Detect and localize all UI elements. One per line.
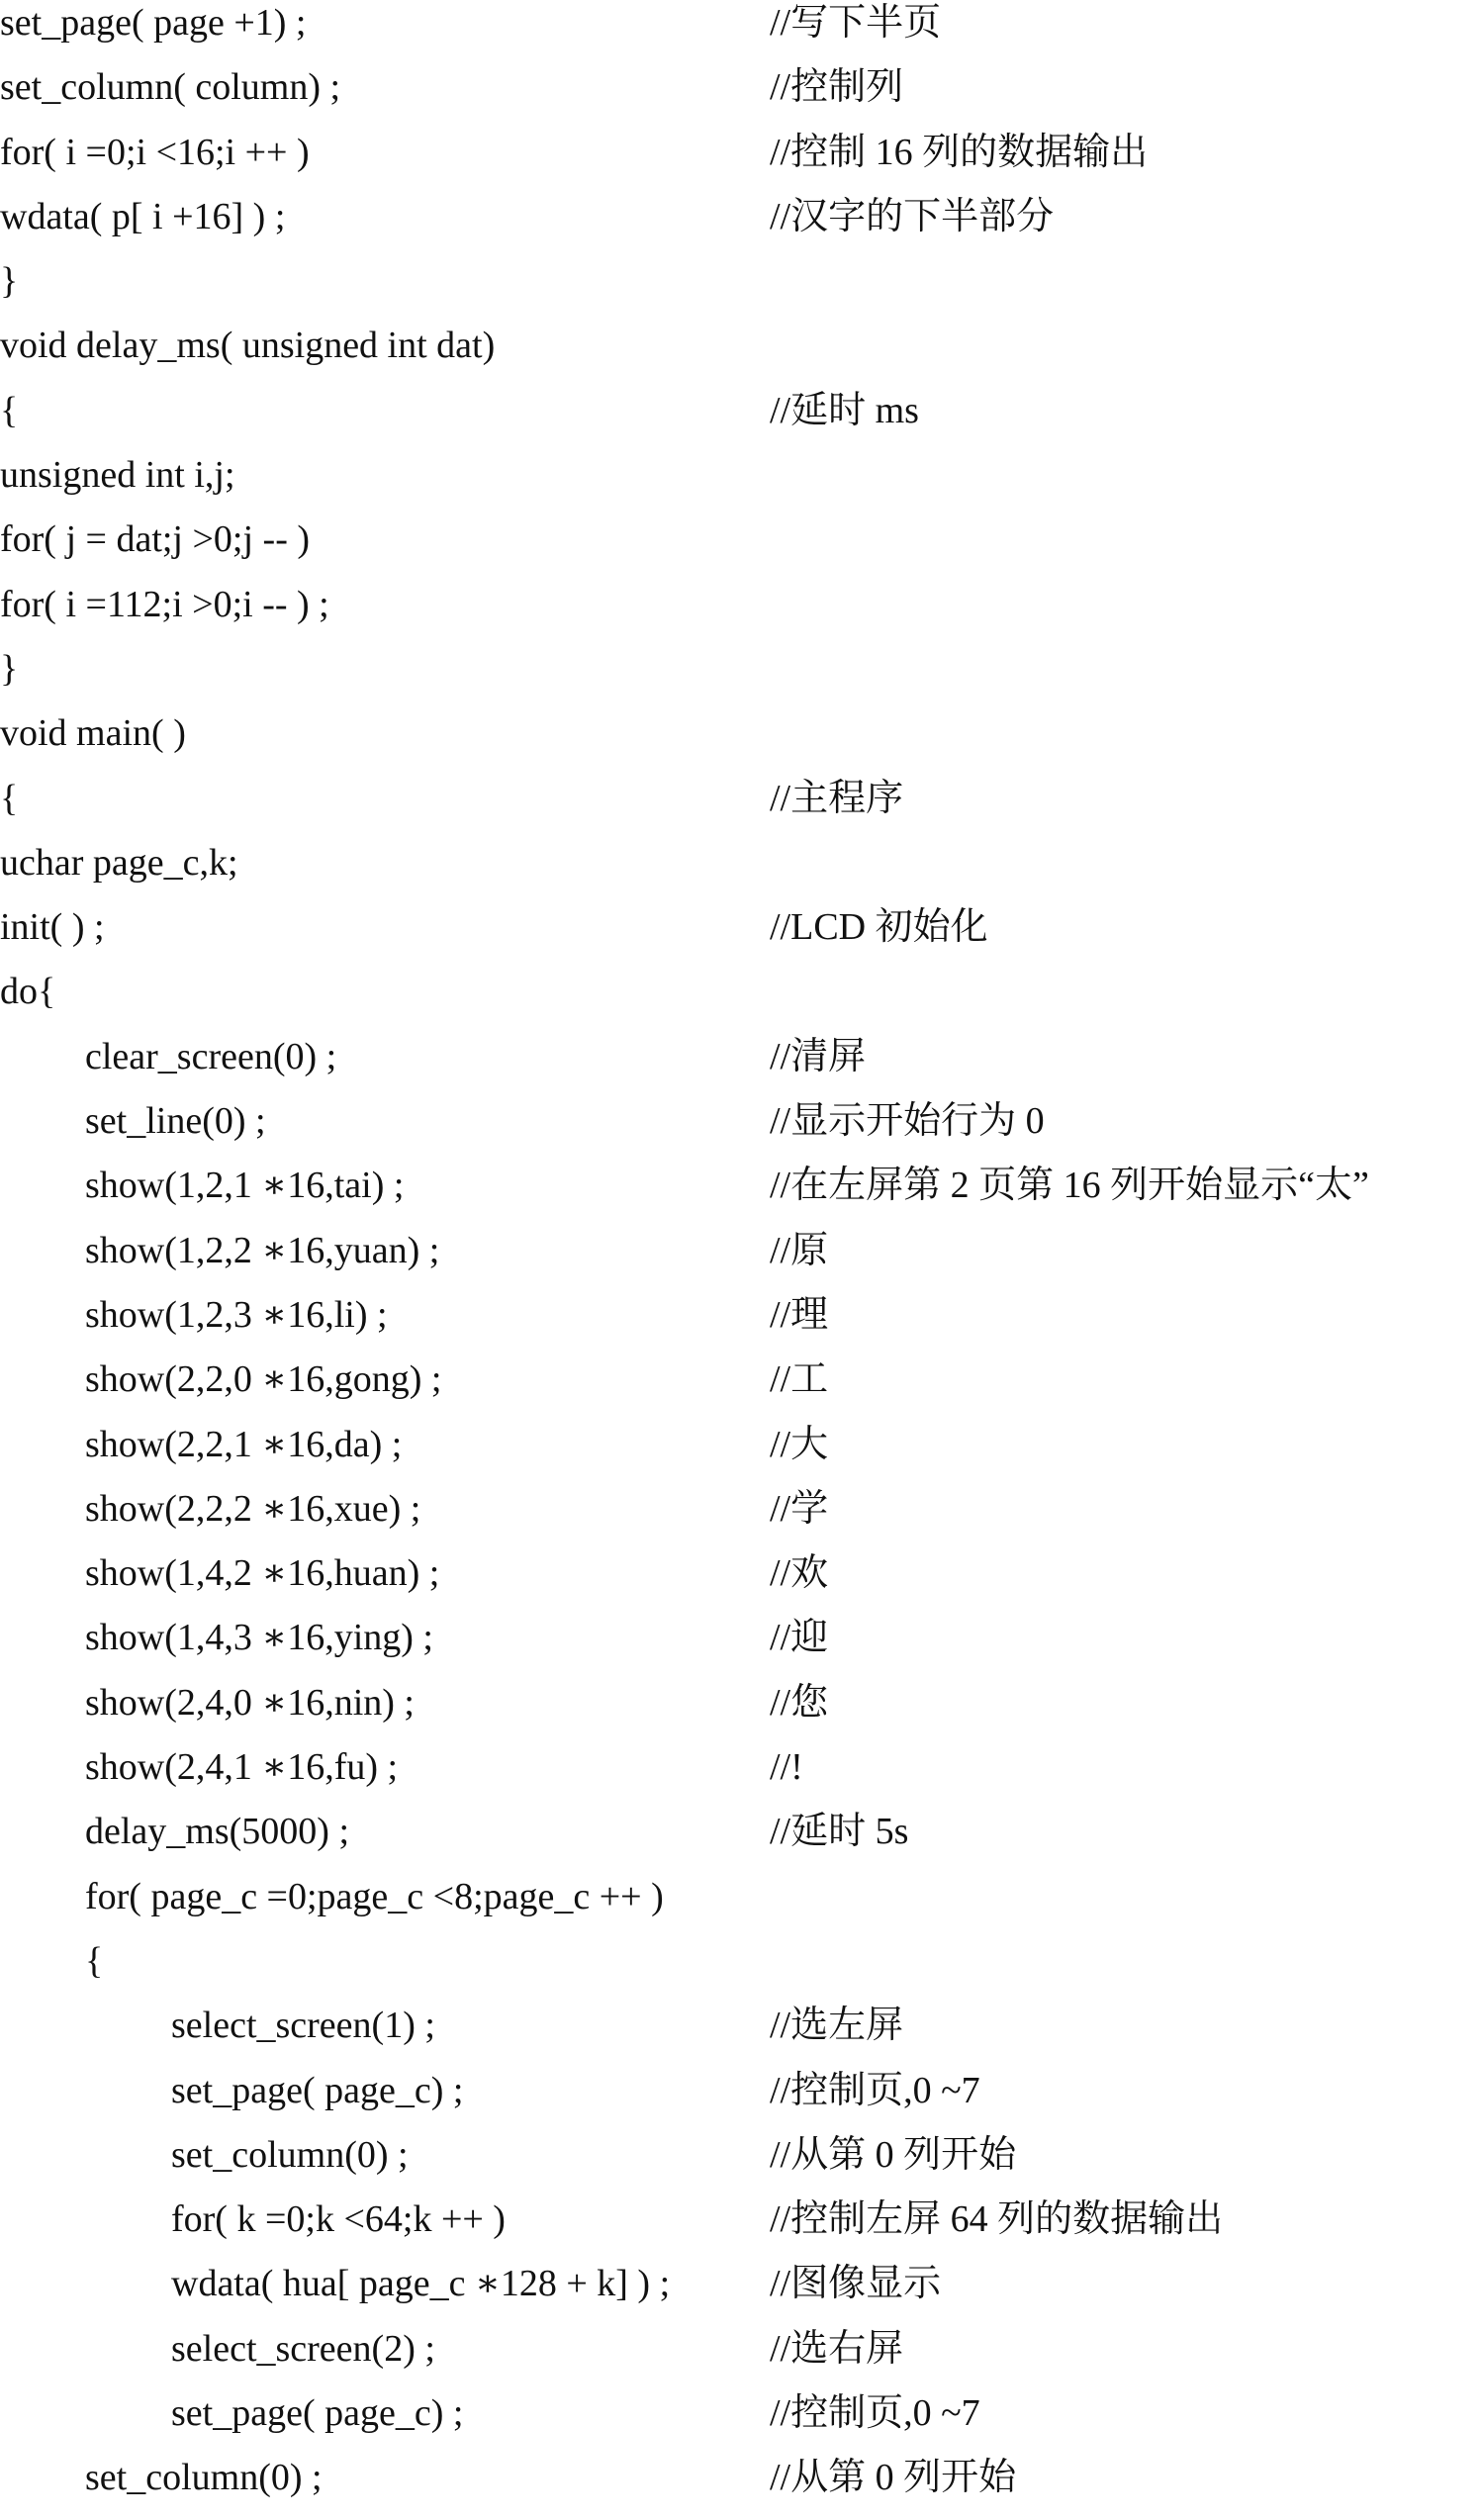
code-line [0, 388, 1481, 452]
code-comment: //延时 5s [770, 1811, 909, 1853]
code-comment: //大 [770, 1423, 829, 1465]
code-comment: //迎 [770, 1617, 829, 1659]
code-comment: //从第 0 列开始 [770, 2133, 1017, 2176]
code-text: show(1,4,3 ∗16,ying) ; [85, 1617, 433, 1659]
code-line [0, 2390, 1481, 2455]
code-line [0, 1098, 1481, 1163]
code-text: { [85, 1939, 104, 1982]
code-comment: //您 [770, 1681, 829, 1724]
code-line [0, 1034, 1481, 1098]
code-text: for( page_c =0;page_c <8;page_c ++ ) [85, 1875, 664, 1917]
code-comment: //控制页,0 ~7 [770, 2069, 980, 2111]
code-text: wdata( p[ i +16] ) ; [0, 195, 286, 237]
code-comment: //控制 16 列的数据输出 [770, 131, 1149, 173]
code-line [0, 1228, 1481, 1292]
code-line [0, 194, 1481, 258]
code-line [0, 2132, 1481, 2196]
code-comment: //工 [770, 1358, 829, 1401]
code-line [0, 1680, 1481, 1744]
code-comment: //显示开始行为 0 [770, 1100, 1045, 1143]
code-line [0, 2261, 1481, 2325]
code-line [0, 776, 1481, 840]
code-line [0, 1550, 1481, 1615]
code-text: } [0, 647, 19, 690]
code-text: { [0, 777, 19, 819]
code-comment: //在左屏第 2 页第 16 列开始显示“太” [770, 1165, 1369, 1207]
code-line [0, 1163, 1481, 1227]
code-text: show(1,2,3 ∗16,li) ; [85, 1293, 388, 1336]
code-text: show(1,2,1 ∗16,tai) ; [85, 1165, 405, 1207]
code-text: { [0, 389, 19, 431]
code-text: show(2,2,0 ∗16,gong) ; [85, 1358, 442, 1401]
code-comment: //控制页,0 ~7 [770, 2391, 980, 2434]
code-text: void main( ) [0, 712, 186, 755]
code-line [0, 323, 1481, 387]
code-comment: //理 [770, 1293, 829, 1336]
code-text: set_column(0) ; [85, 2457, 323, 2499]
code-text: select_screen(1) ; [171, 2005, 435, 2047]
code-comment: //汉字的下半部分 [770, 195, 1055, 237]
code-line [0, 2326, 1481, 2390]
code-line [0, 1809, 1481, 1873]
code-comment: //控制列 [770, 66, 904, 109]
code-comment: //清屏 [770, 1035, 867, 1077]
code-text: show(2,4,1 ∗16,fu) ; [85, 1746, 399, 1789]
code-line [0, 2068, 1481, 2132]
code-line [0, 452, 1481, 516]
code-text: set_column( column) ; [0, 66, 341, 109]
code-line [0, 1422, 1481, 1486]
code-text: show(1,4,2 ∗16,huan) ; [85, 1552, 440, 1595]
code-line [0, 1356, 1481, 1421]
code-line [0, 516, 1481, 581]
code-line [0, 904, 1481, 969]
code-comment: //LCD 初始化 [770, 906, 988, 949]
code-text: clear_screen(0) ; [85, 1035, 337, 1077]
code-comment: //欢 [770, 1552, 829, 1595]
code-text: } [0, 260, 19, 303]
code-comment: //从第 0 列开始 [770, 2457, 1017, 2499]
code-line [0, 2196, 1481, 2261]
code-line [0, 710, 1481, 775]
code-line [0, 582, 1481, 646]
code-text: show(1,2,2 ∗16,yuan) ; [85, 1229, 440, 1271]
code-text: set_page( page_c) ; [171, 2391, 464, 2434]
code-line [0, 1486, 1481, 1550]
code-line [0, 2455, 1481, 2519]
code-line [0, 1938, 1481, 2003]
code-text: set_page( page_c) ; [171, 2069, 464, 2111]
code-comment: //控制左屏 64 列的数据输出 [770, 2198, 1224, 2241]
code-text: set_line(0) ; [85, 1100, 266, 1143]
code-text: select_screen(2) ; [171, 2327, 435, 2370]
code-line [0, 64, 1481, 129]
code-text: delay_ms(5000) ; [85, 1811, 350, 1853]
code-line [0, 646, 1481, 710]
code-text: wdata( hua[ page_c ∗128 + k] ) ; [171, 2263, 671, 2305]
code-text: show(2,4,0 ∗16,nin) ; [85, 1681, 415, 1724]
code-line [0, 1615, 1481, 1679]
code-text: unsigned int i,j; [0, 454, 235, 497]
code-text: set_column(0) ; [171, 2133, 409, 2176]
code-line [0, 130, 1481, 194]
code-line [0, 258, 1481, 323]
code-comment: //原 [770, 1229, 829, 1271]
code-text: init( ) ; [0, 906, 105, 949]
code-comment: //选右屏 [770, 2327, 904, 2370]
code-text: for( i =0;i <16;i ++ ) [0, 131, 310, 173]
code-text: for( j = dat;j >0;j -- ) [0, 518, 310, 561]
code-line [0, 1874, 1481, 1938]
code-line [0, 1292, 1481, 1356]
code-line [0, 1744, 1481, 1809]
code-comment: //! [770, 1746, 803, 1789]
code-comment: //图像显示 [770, 2263, 942, 2305]
code-comment: //主程序 [770, 777, 904, 819]
code-text: for( i =112;i >0;i -- ) ; [0, 583, 329, 625]
code-text: set_page( page +1) ; [0, 2, 307, 44]
code-text: uchar page_c,k; [0, 841, 238, 884]
code-line [0, 969, 1481, 1033]
code-comment: //延时 ms [770, 389, 919, 431]
code-text: show(2,2,2 ∗16,xue) ; [85, 1487, 421, 1530]
code-text: show(2,2,1 ∗16,da) ; [85, 1423, 403, 1465]
code-line [0, 0, 1481, 64]
code-line [0, 2003, 1481, 2067]
code-comment: //选左屏 [770, 2005, 904, 2047]
code-text: void delay_ms( unsigned int dat) [0, 325, 496, 367]
code-line [0, 840, 1481, 904]
code-comment: //学 [770, 1487, 829, 1530]
code-text: do{ [0, 971, 56, 1013]
code-text: for( k =0;k <64;k ++ ) [171, 2198, 506, 2241]
code-comment: //写下半页 [770, 2, 942, 44]
